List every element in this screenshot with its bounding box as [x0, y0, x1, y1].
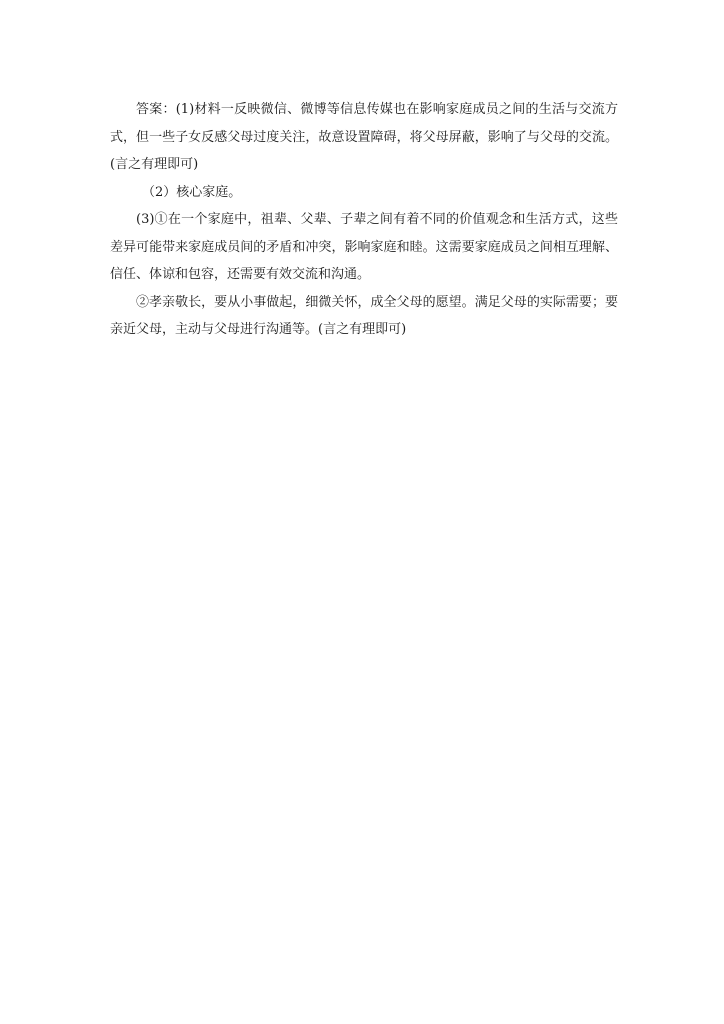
answer-paragraph-3: (3)①在一个家庭中，祖辈、父辈、子辈之间有着不同的价值观念和生活方式，这些差异可能带来家庭成员间的矛盾和冲突，影响家庭和睦。这需要家庭成员之间相互理解、信任、体谅和包容，还需要有效交流和沟通。 — [110, 212, 618, 282]
answer-text-block — [110, 96, 618, 344]
answer-paragraph-1: 答案：(1)材料一反映微信、微博等信息传媒也在影响家庭成员之间的生活与交流方式，但一些子女反感父母过度关注，故意设置障碍，将父母屏蔽，影响了与父母的交流。(言之有理即可) — [110, 102, 618, 172]
answer-paragraph-2: （2）核心家庭。 — [142, 184, 242, 200]
answer-paragraph-4: ②孝亲敬长，要从小事做起，细微关怀，成全父母的愿望。满足父母的实际需要；要亲近父母，主动与父母进行沟通等。(言之有理即可) — [110, 294, 618, 337]
